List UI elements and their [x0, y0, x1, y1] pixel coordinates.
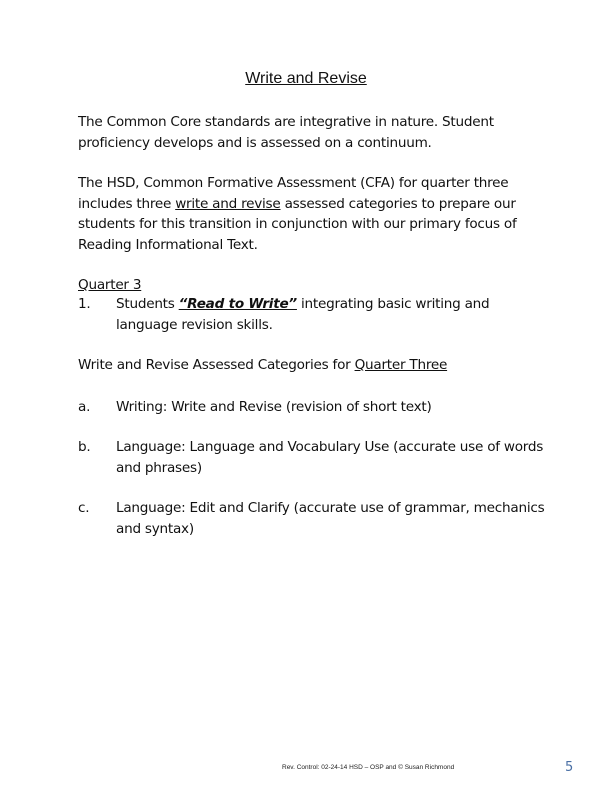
- list-item-text-before: Students: [116, 296, 179, 312]
- category-item-c: [78, 498, 548, 539]
- category-marker: c.: [78, 500, 90, 516]
- category-item-a: [78, 397, 548, 418]
- page-title: Write and Revise: [245, 70, 367, 87]
- quarter-heading: Quarter 3: [78, 277, 142, 293]
- page-number: 5: [565, 760, 574, 775]
- page-footer: Rev. Control: 02-24-14 HSD – OSP and © Susan Richmond: [282, 764, 455, 771]
- cfa-text-after: assessed categories to prepare our students for this transition in conjunction with our primary focus of Reading Informational Text.: [78, 195, 517, 253]
- list-marker: 1.: [78, 296, 91, 312]
- category-marker: b.: [78, 439, 91, 455]
- categories-heading: [78, 355, 548, 376]
- category-text: Writing: Write and Revise (revision of short text): [116, 399, 432, 415]
- categories-heading-prefix: Write and Revise Assessed Categories for: [78, 357, 355, 373]
- category-text: Language: Language and Vocabulary Use (accurate use of words and phrases): [116, 439, 544, 476]
- intro-paragraph: The Common Core standards are integrative in nature. Student proficiency develops and is assessed on a continuum.: [78, 114, 494, 151]
- cfa-text-before: The HSD, Common Formative Assessment (CFA) for quarter three includes three: [78, 175, 509, 212]
- category-item-b: [78, 437, 548, 478]
- list-item-text: [116, 294, 548, 335]
- category-marker: a.: [78, 399, 91, 415]
- read-to-write-emphasis: “Read to Write”: [178, 296, 297, 312]
- quarter-list-item: [78, 294, 548, 335]
- category-text: Language: Edit and Clarify (accurate use of grammar, mechanics and syntax): [116, 500, 545, 537]
- write-revise-emphasis: write and revise: [175, 195, 281, 212]
- quarter-three-link: Quarter Three: [354, 357, 448, 373]
- list-item-text-after: integrating basic writing and language revision skills.: [116, 296, 490, 333]
- cfa-paragraph: [78, 173, 548, 255]
